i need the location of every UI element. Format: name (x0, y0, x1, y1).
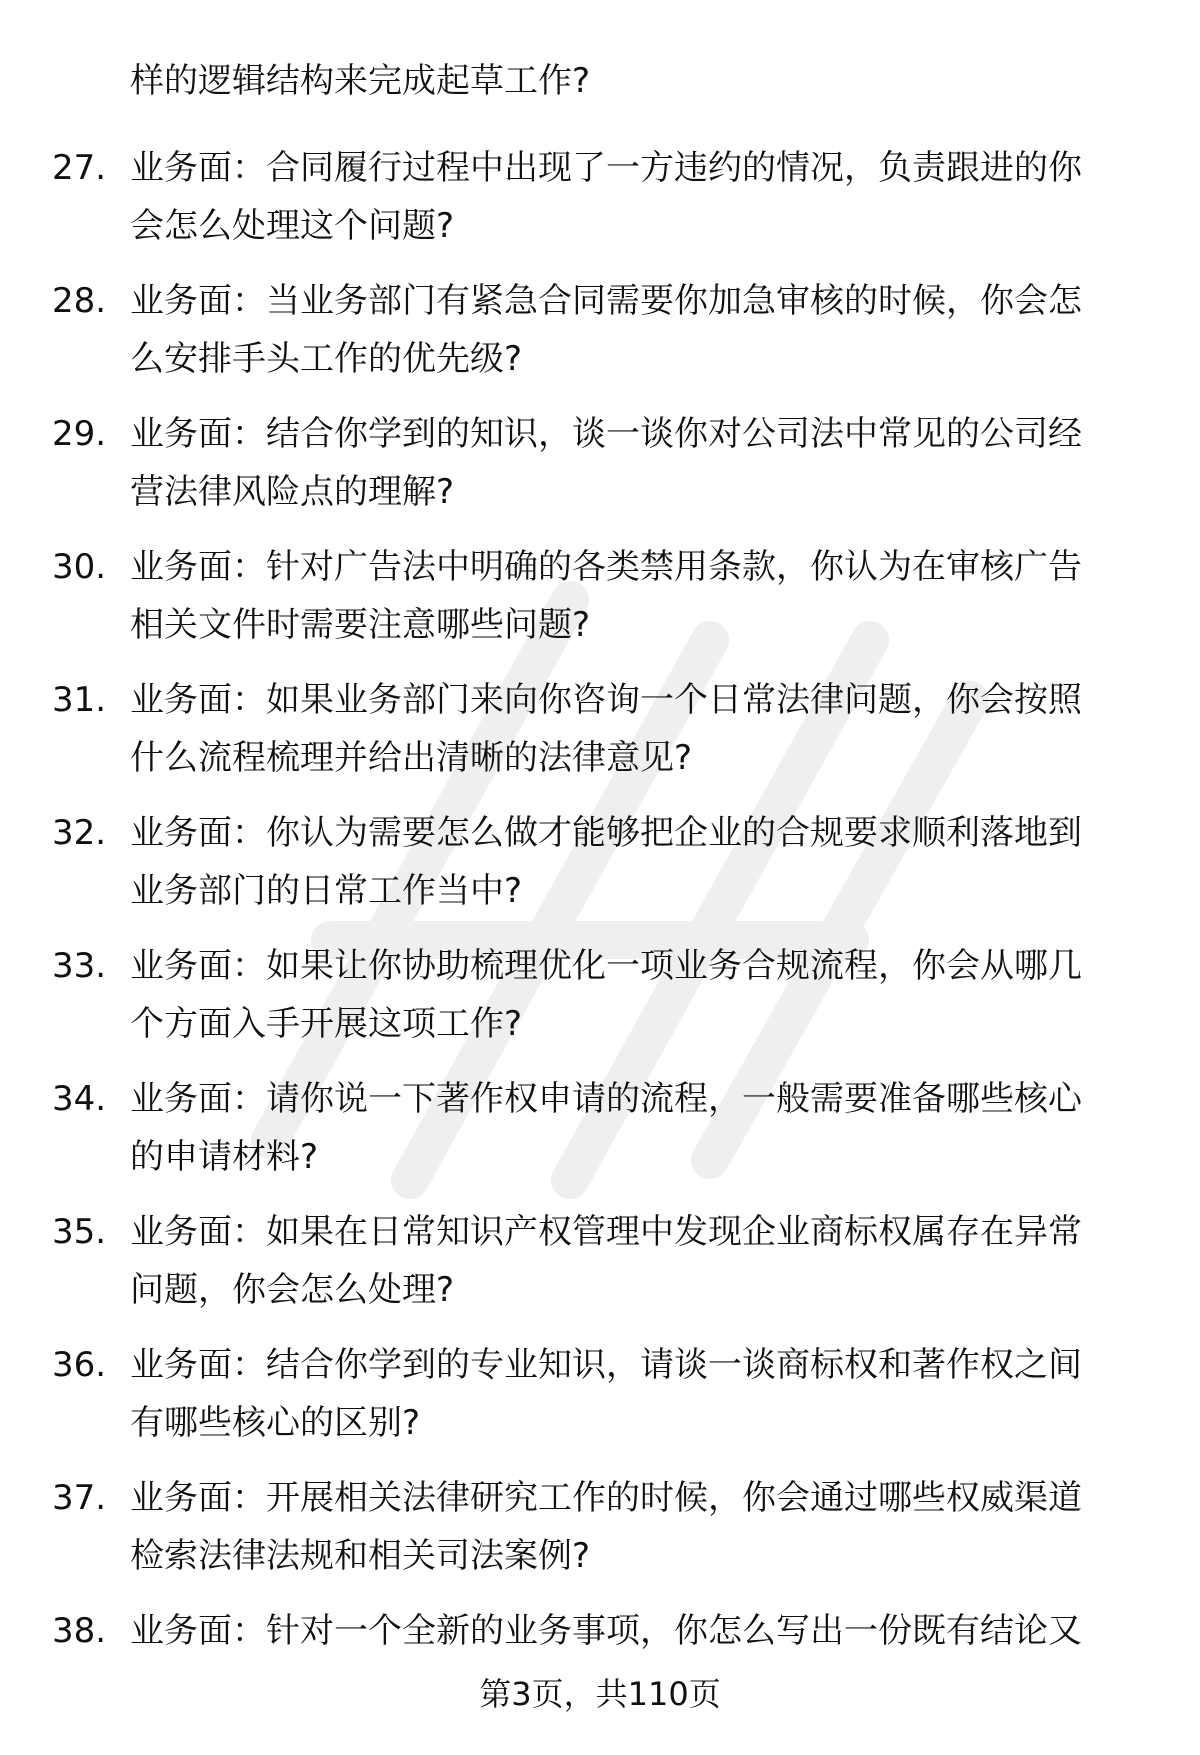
question-item (0, 538, 1200, 671)
question-line: 的申请材料? (130, 1137, 319, 1177)
question-line: 有哪些核心的区别? (130, 1403, 421, 1443)
question-line: 营法律风险点的理解? (130, 472, 455, 512)
question-line: 业务部门的日常工作当中? (130, 871, 523, 911)
question-line: 业务面：如果在日常知识产权管理中发现企业商标权属存在异常 (130, 1212, 1082, 1252)
question-text (130, 1469, 1150, 1585)
question-number: 27. (52, 148, 107, 188)
question-text (130, 1602, 1150, 1660)
question-line: 业务面：请你说一下著作权申请的流程，一般需要准备哪些核心 (130, 1079, 1082, 1119)
question-line: 个方面入手开展这项工作? (130, 1004, 523, 1044)
question-line: 业务面：你认为需要怎么做才能够把企业的合规要求顺利落地到 (130, 813, 1082, 853)
question-text (130, 671, 1150, 787)
question-line: 业务面：开展相关法律研究工作的时候，你会通过哪些权威渠道 (130, 1478, 1082, 1518)
question-number: 29. (52, 414, 107, 454)
question-item (0, 272, 1200, 405)
question-line: 业务面：如果让你协助梳理优化一项业务合规流程，你会从哪几 (130, 946, 1082, 986)
question-item (0, 1203, 1200, 1336)
question-line: 么安排手头工作的优先级? (130, 339, 523, 379)
question-line: 检索法律法规和相关司法案例? (130, 1536, 591, 1576)
question-list (0, 139, 1200, 1735)
question-text (130, 937, 1150, 1053)
question-number: 32. (52, 813, 107, 853)
question-line: 业务面：结合你学到的知识，谈一谈你对公司法中常见的公司经 (130, 414, 1082, 454)
question-number: 36. (52, 1345, 107, 1385)
question-line: 相关文件时需要注意哪些问题? (130, 605, 591, 645)
question-number: 35. (52, 1212, 107, 1252)
question-line: 会怎么处理这个问题? (130, 206, 455, 246)
question-text (130, 139, 1150, 255)
question-item (0, 139, 1200, 272)
question-number: 31. (52, 680, 107, 720)
question-line: 业务面：合同履行过程中出现了一方违约的情况，负责跟进的你 (130, 148, 1082, 188)
question-line: 问题，你会怎么处理? (130, 1270, 455, 1310)
continued-question-text: 样的逻辑结构来完成起草工作? (130, 61, 591, 101)
question-line: 什么流程梳理并给出清晰的法律意见? (130, 738, 693, 778)
question-number: 34. (52, 1079, 107, 1119)
question-number: 33. (52, 946, 107, 986)
question-number: 38. (52, 1611, 107, 1651)
question-text (130, 804, 1150, 920)
question-line: 业务面：如果业务部门来向你咨询一个日常法律问题，你会按照 (130, 680, 1082, 720)
question-line: 业务面：针对广告法中明确的各类禁用条款，你认为在审核广告 (130, 547, 1082, 587)
question-item (0, 1336, 1200, 1469)
question-text (130, 538, 1150, 654)
question-item (0, 1070, 1200, 1203)
question-text (130, 1336, 1150, 1452)
question-line: 业务面：结合你学到的专业知识，请谈一谈商标权和著作权之间 (130, 1345, 1082, 1385)
question-line: 业务面：针对一个全新的业务事项，你怎么写出一份既有结论又 (130, 1611, 1082, 1651)
question-item (0, 405, 1200, 538)
page-footer: 第3页，共110页 (479, 1675, 721, 1713)
question-text (130, 1070, 1150, 1186)
question-text (130, 405, 1150, 521)
question-item (0, 804, 1200, 937)
question-line: 业务面：当业务部门有紧急合同需要你加急审核的时候，你会怎 (130, 281, 1082, 321)
question-item (0, 671, 1200, 804)
question-text (130, 272, 1150, 388)
question-number: 30. (52, 547, 107, 587)
question-text (130, 1203, 1150, 1319)
question-number: 28. (52, 281, 107, 321)
question-item (0, 937, 1200, 1070)
question-number: 37. (52, 1478, 107, 1518)
question-item (0, 1469, 1200, 1602)
